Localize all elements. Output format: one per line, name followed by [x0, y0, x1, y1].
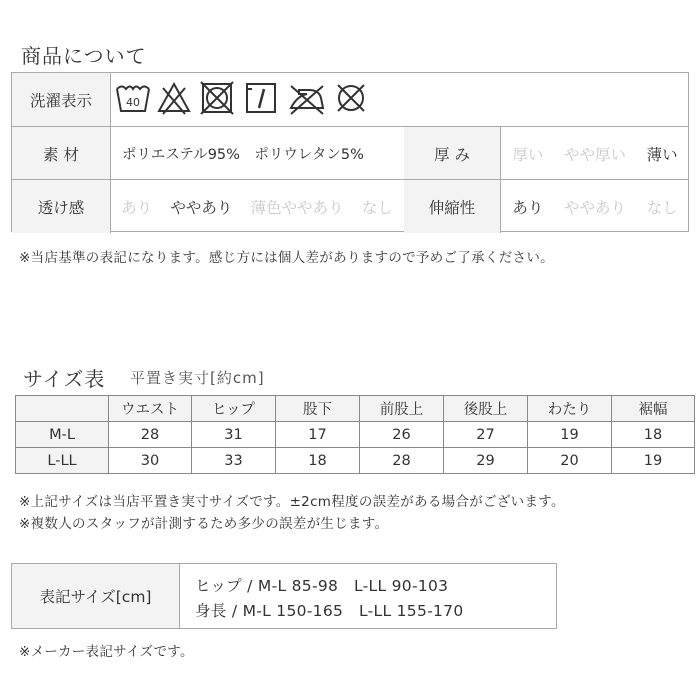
material-value: ポリエステル95% ポリウレタン5% [122, 147, 364, 163]
table-cell: 27 [444, 422, 528, 448]
size-table [15, 395, 695, 474]
no-tumble-dry-icon [199, 80, 235, 116]
no-iron-icon [287, 80, 327, 116]
table-cell: 17 [276, 422, 360, 448]
sheer-option: 薄色ややあり [250, 198, 344, 217]
size-header-inseam: 股下 [276, 396, 360, 422]
size-header-blank [16, 396, 109, 422]
size-header-waist: ウエスト [109, 396, 192, 422]
size-header-back-rise: 後股上 [444, 396, 528, 422]
size-note-2: ※複数人のスタッフが計測するため多少の誤差が生じます。 [19, 516, 389, 532]
size-table-title: サイズ表 [23, 367, 106, 391]
table-cell: 19 [528, 422, 612, 448]
size-header-front-rise: 前股上 [360, 396, 444, 422]
stretch-option: あり [512, 198, 544, 217]
stretch-label: 伸縮性 [404, 180, 500, 233]
size-note-1: ※上記サイズは当店平置き実寸サイズです。±2cm程度の誤差がある場合がございます。 [19, 494, 565, 510]
table-cell: 19 [612, 448, 695, 474]
thickness-option: やや厚い [563, 145, 626, 164]
stretch-option: なし [646, 198, 678, 217]
table-cell: 30 [109, 448, 192, 474]
table-cell: 18 [276, 448, 360, 474]
wash-label: 洗濯表示 [12, 73, 110, 126]
table-row [16, 422, 695, 448]
stretch-options [502, 180, 688, 233]
table-cell: 28 [109, 422, 192, 448]
wash-temp: 40 [126, 96, 140, 109]
line-dry-icon [244, 80, 278, 116]
sheer-option: ややあり [170, 198, 233, 217]
maker-size-box [11, 563, 557, 629]
thickness-option: 厚い [512, 145, 544, 164]
thickness-label: 厚 み [404, 127, 500, 180]
wash-40-icon [114, 80, 152, 118]
table-cell: 29 [444, 448, 528, 474]
size-row-label: M-L [16, 422, 109, 448]
sheer-option: なし [361, 198, 393, 217]
maker-note: ※メーカー表記サイズです。 [19, 644, 194, 660]
table-cell: 31 [192, 422, 276, 448]
product-note: ※当店基準の表記になります。感じ方には個人差がありますので予めご了承ください。 [19, 250, 554, 266]
table-cell: 28 [360, 448, 444, 474]
sheer-label: 透け感 [12, 180, 110, 233]
table-cell: 33 [192, 448, 276, 474]
table-cell: 20 [528, 448, 612, 474]
thickness-options [502, 127, 688, 180]
maker-size-label: 表記サイズ[cm] [12, 564, 180, 628]
table-cell: 18 [612, 422, 695, 448]
size-table-subtitle: 平置き実寸[約cm] [130, 369, 265, 387]
size-header-hem: 裾幅 [612, 396, 695, 422]
thickness-option: 薄い [646, 145, 678, 164]
size-header-hip: ヒップ [192, 396, 276, 422]
no-bleach-icon [156, 80, 192, 116]
size-header-thigh: わたり [528, 396, 612, 422]
stretch-option: ややあり [563, 198, 626, 217]
no-dry-clean-icon [333, 80, 369, 116]
sheer-options [112, 180, 402, 233]
table-row [16, 448, 695, 474]
maker-size-height: 身長 / M-L 150-165 L-LL 155-170 [195, 602, 464, 620]
material-label: 素 材 [12, 127, 110, 180]
sheer-option: あり [121, 198, 153, 217]
size-row-label: L-LL [16, 448, 109, 474]
table-cell: 26 [360, 422, 444, 448]
maker-size-hip: ヒップ / M-L 85-98 L-LL 90-103 [195, 577, 449, 595]
product-info-title: 商品について [21, 44, 147, 68]
